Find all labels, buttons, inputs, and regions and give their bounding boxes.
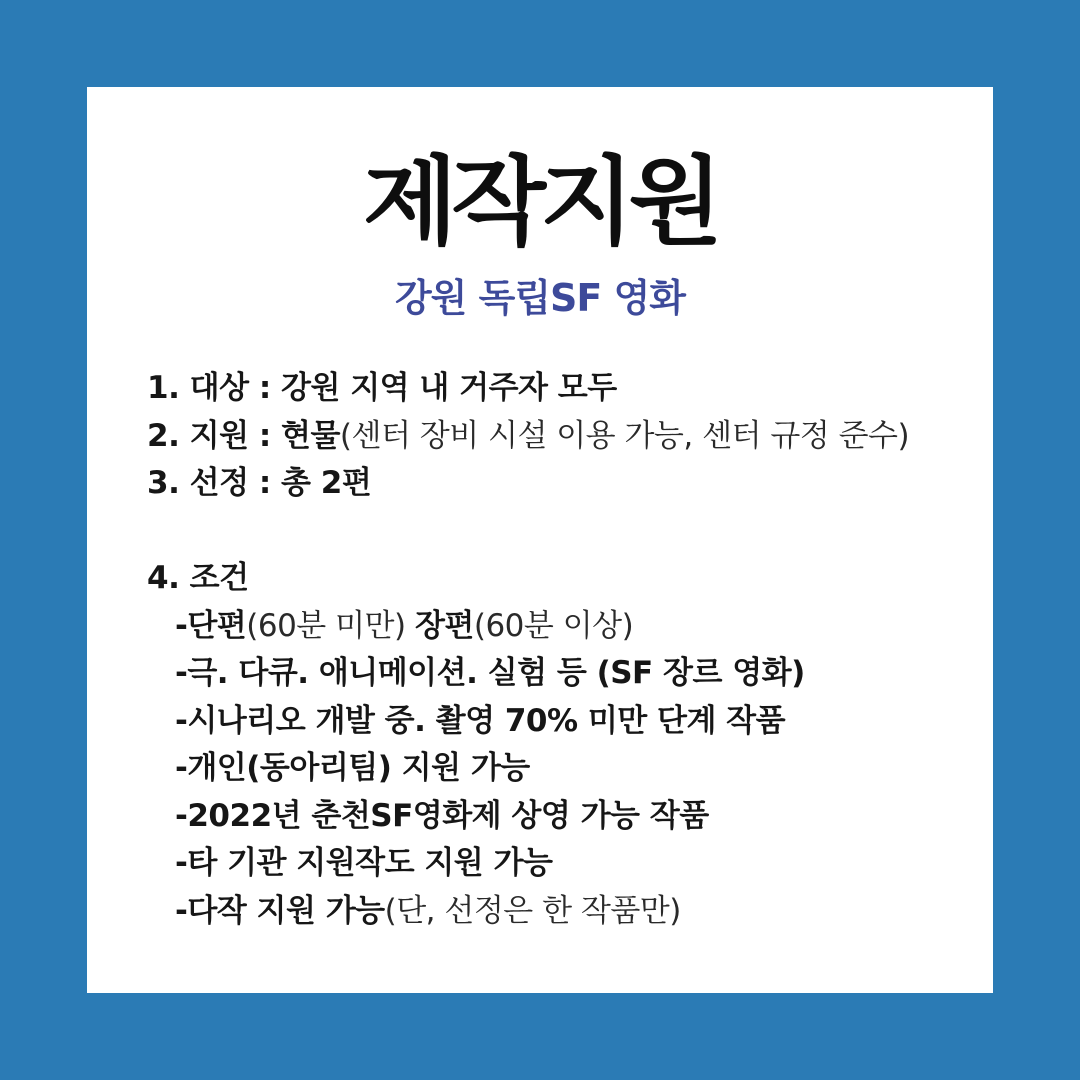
condition-item — [147, 603, 977, 651]
page-subtitle: 강원 독립SF 영화 — [394, 276, 686, 320]
condition-text: -다작 지원 가능 — [175, 892, 385, 929]
condition-item — [147, 650, 977, 698]
condition-item — [147, 888, 977, 936]
conditions-heading — [147, 555, 977, 603]
condition-note: (단, 선정은 한 작품만) — [384, 892, 681, 929]
info-item-selection — [147, 460, 977, 508]
condition-text: -2022년 춘천SF영화제 상영 가능 작품 — [175, 797, 709, 834]
condition-note: (60분 이상) — [473, 607, 634, 644]
condition-item — [147, 840, 977, 888]
info-item-text: 1. 대상 : 강원 지역 내 거주자 모두 — [147, 370, 617, 406]
condition-text: 장편 — [414, 607, 474, 644]
condition-note: (60분 미만) — [246, 607, 415, 644]
condition-text: -시나리오 개발 중. 촬영 70% 미만 단계 작품 — [175, 702, 786, 739]
info-list — [147, 365, 977, 935]
spacer — [147, 508, 977, 556]
info-item-note: (센터 장비 시설 이용 가능, 센터 규정 준수) — [339, 417, 910, 454]
info-item-support — [147, 413, 977, 461]
info-item-text: 3. 선정 : 총 2편 — [147, 465, 372, 501]
info-item-text: 2. 지원 : 현물 — [147, 417, 340, 454]
condition-item — [147, 698, 977, 746]
condition-item — [147, 745, 977, 793]
info-item-target — [147, 365, 977, 413]
condition-text: -극. 다큐. 애니메이션. 실험 등 (SF 장르 영화) — [175, 655, 805, 691]
condition-text: -개인(동아리팀) 지원 가능 — [175, 750, 530, 786]
condition-text: -단편 — [175, 607, 247, 644]
condition-text: -타 기관 지원작도 지원 가능 — [175, 845, 553, 881]
content-card — [87, 87, 993, 993]
page-title: 제작지원 — [363, 146, 717, 258]
condition-item — [147, 793, 977, 841]
conditions-heading-text: 4. 조건 — [147, 560, 249, 596]
